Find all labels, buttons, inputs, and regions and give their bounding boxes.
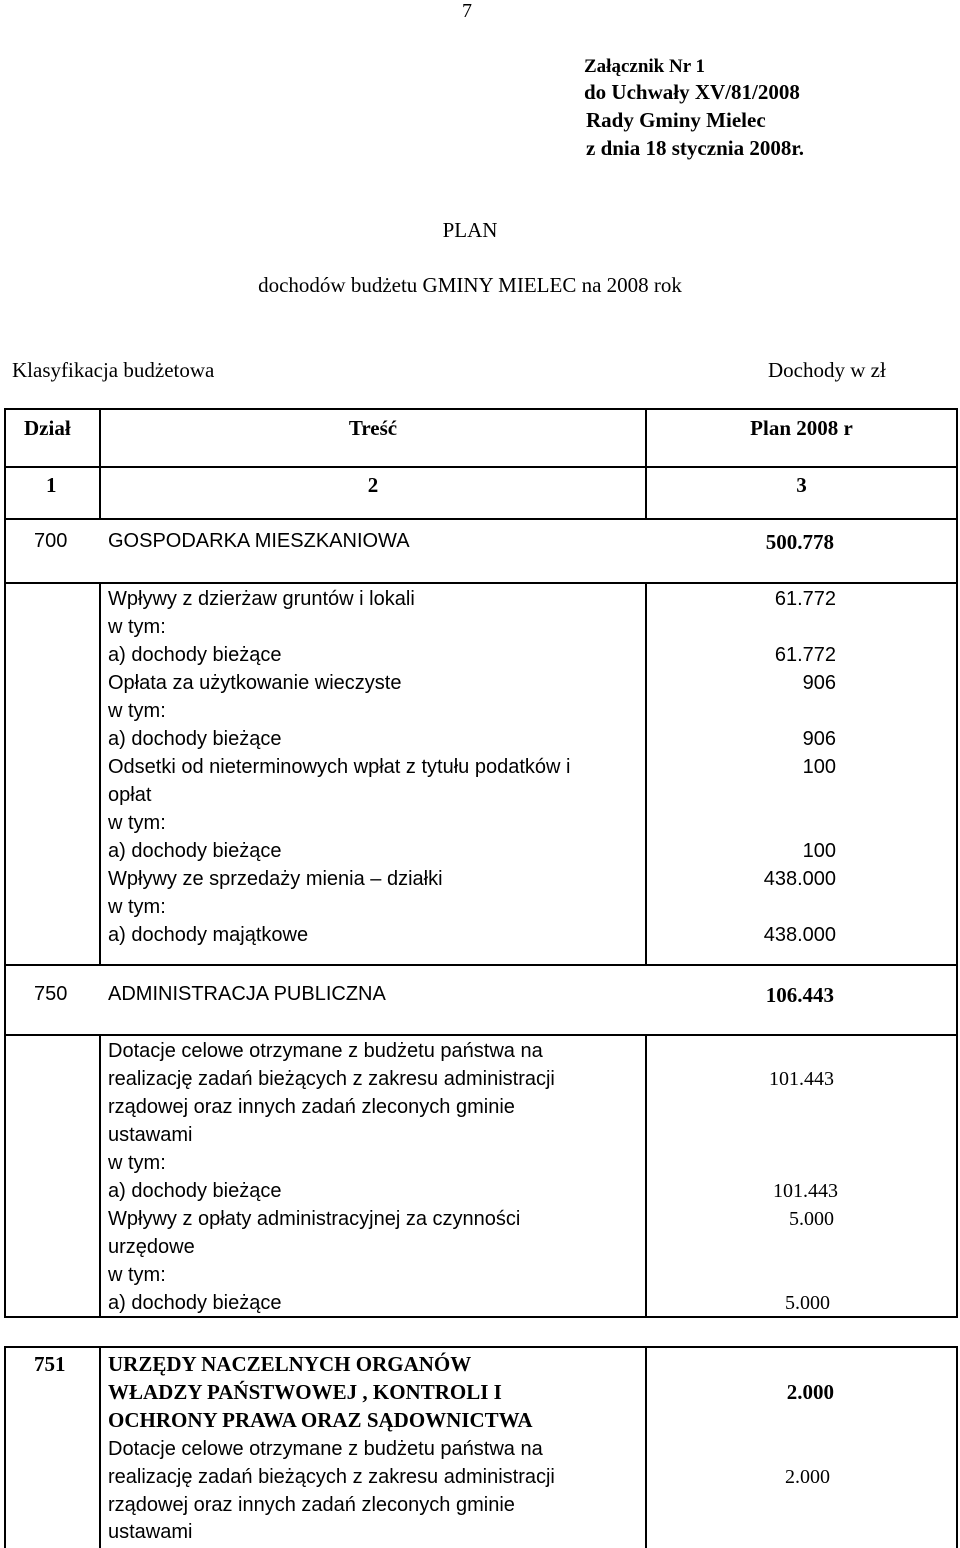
item-700-3-wtym: w tym: (108, 812, 166, 834)
item-700-3-name-b: opłat (108, 784, 152, 806)
item-751-1-line-1: Dotacje celowe otrzymane z budżetu państwa na (108, 1438, 543, 1460)
item-700-1-name: Wpływy z dzierżaw gruntów i lokali (108, 588, 415, 610)
col-number-1: 1 (46, 473, 57, 497)
header-plan: Plan 2008 r (750, 416, 853, 440)
annex-line-4: z dnia 18 stycznia 2008r. (586, 136, 804, 160)
item-750-2-line-2: urzędowe (108, 1236, 195, 1258)
header-dzial: Dział (24, 416, 71, 440)
item-700-2-sub-amount: 906 (802, 728, 836, 750)
section-700-name: GOSPODARKA MIESZKANIOWA (108, 530, 410, 552)
item-700-1-sub: a) dochody bieżące (108, 644, 282, 666)
item-750-1-line-1: Dotacje celowe otrzymane z budżetu państwa na (108, 1040, 543, 1062)
item-700-4-name: Wpływy ze sprzedaży mienia – działki (108, 868, 443, 890)
col-number-2: 2 (367, 473, 379, 497)
title-subtitle: dochodów budżetu GMINY MIELEC na 2008 rok (258, 273, 682, 297)
item-750-1-line-4: ustawami (108, 1124, 193, 1146)
item-700-2-sub: a) dochody bieżące (108, 728, 282, 750)
section-700-code: 700 (34, 530, 68, 552)
section-751-code: 751 (34, 1352, 66, 1376)
item-700-2-amount: 906 (802, 672, 836, 694)
item-700-1-sub-amount: 61.772 (774, 644, 836, 666)
section-751-name-line-3: OCHRONY PRAWA ORAZ SĄDOWNICTWA (108, 1408, 533, 1432)
item-700-4-amount: 438.000 (763, 868, 836, 890)
item-751-1-line-2: realizację zadań bieżących z zakresu administracji (108, 1466, 555, 1488)
section-750-amount: 106.443 (765, 983, 834, 1007)
item-750-1-sub: a) dochody bieżące (108, 1180, 282, 1202)
item-700-2-name: Opłata za użytkowanie wieczyste (108, 672, 402, 694)
item-700-3-amount: 100 (802, 756, 836, 778)
item-700-3-sub: a) dochody bieżące (108, 840, 282, 862)
annex-line-1: Załącznik Nr 1 (584, 56, 706, 77)
item-750-2-amount: 5.000 (789, 1208, 834, 1230)
item-750-1-sub-amount: 101.443 (773, 1180, 838, 1202)
item-700-4-sub: a) dochody majątkowe (108, 924, 309, 946)
item-700-2-wtym: w tym: (108, 700, 166, 722)
item-700-3-name-a: Odsetki od nieterminowych wpłat z tytułu podatków i (108, 756, 571, 778)
item-751-1-amount: 2.000 (785, 1466, 830, 1488)
item-700-4-sub-amount: 438.000 (763, 924, 836, 946)
annex-line-2: do Uchwały XV/81/2008 (584, 80, 800, 104)
item-750-2-sub: a) dochody bieżące (108, 1292, 282, 1314)
item-700-3-sub-amount: 100 (802, 840, 836, 862)
item-751-1-line-3: rządowej oraz innych zadań zleconych gminie (108, 1494, 515, 1516)
item-750-1-line-3: rządowej oraz innych zadań zleconych gminie (108, 1096, 515, 1118)
section-751-amount: 2.000 (786, 1380, 834, 1404)
header-tresc: Treść (348, 416, 398, 440)
title-heading: PLAN (442, 218, 498, 242)
item-750-2-line-1: Wpływy z opłaty administracyjnej za czynności (108, 1208, 521, 1230)
col-number-3: 3 (796, 473, 807, 497)
item-750-1-line-2: realizację zadań bieżących z zakresu administracji (108, 1068, 555, 1090)
section-751-name-line-1: URZĘDY NACZELNYCH ORGANÓW (108, 1352, 472, 1376)
item-700-1-amount: 61.772 (774, 588, 836, 610)
item-750-1-wtym: w tym: (108, 1152, 166, 1174)
item-700-1-wtym: w tym: (108, 616, 166, 638)
section-700-amount: 500.778 (765, 530, 834, 554)
item-700-4-wtym: w tym: (108, 896, 166, 918)
section-750-name: ADMINISTRACJA PUBLICZNA (108, 983, 386, 1005)
group-classification: Klasyfikacja budżetowa (12, 358, 215, 382)
item-750-2-wtym: w tym: (108, 1264, 166, 1286)
group-revenue: Dochody w zł (768, 358, 886, 382)
item-751-1-line-4: ustawami (108, 1521, 193, 1543)
page-number: 7 (462, 0, 472, 22)
item-750-1-amount: 101.443 (769, 1068, 834, 1090)
annex-line-3: Rady Gminy Mielec (586, 108, 766, 132)
section-750-code: 750 (34, 983, 68, 1005)
item-750-2-sub-amount: 5.000 (785, 1292, 830, 1314)
section-751-name-line-2: WŁADZY PAŃSTWOWEJ , KONTROLI I (108, 1380, 502, 1404)
